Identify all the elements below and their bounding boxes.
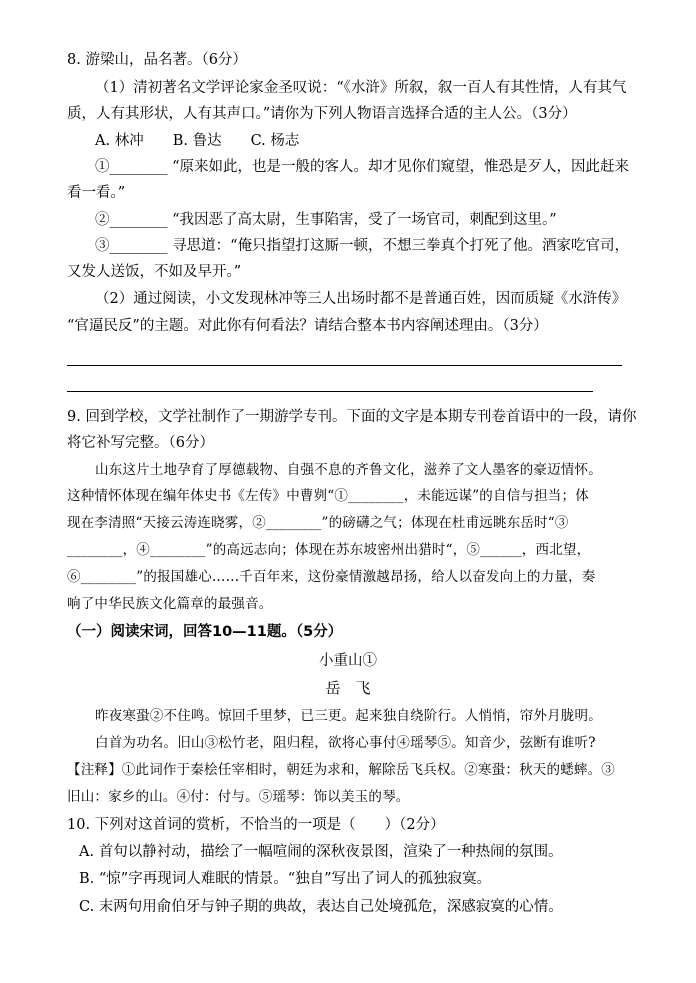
- q9-text-line2: 这种情怀体现在编年体史书《左传》中曹刿“①________，未能远谋”的自信与担当；体: [67, 488, 589, 504]
- q10-option-a: A. 首句以静衬动，描绘了一幅喧闹的深秋夜景图，渲染了一种热闹的氛围。: [79, 844, 563, 860]
- q8-part1-line1: （1）清初著名文学评论家金圣叹说：“《水浒》所叙，叙一百人有其性情，人有其气: [95, 80, 627, 96]
- q8-item1-line2: 看一看。”: [67, 185, 126, 201]
- q10-option-b: B. “惊”字再现词人难眠的情景。“独自”写出了词人的孤独寂寞。: [79, 871, 492, 887]
- q8-part2-line2: “官逼民反”的主题。对此你有何看法？请结合整本书内容阐述理由。（3分）: [67, 318, 548, 334]
- q9-stem-line2: 将它补写完整。（6分）: [67, 435, 214, 451]
- q9-text-line3: 现在李清照“天接云涛连晓雾，②________”的磅礴之气；体现在杜甫远眺东岳时“③: [67, 515, 569, 531]
- q8-options: A. 林冲 B. 鲁达 C. 杨志: [95, 133, 300, 149]
- q9-text-line6: 响了中华民族文化篇章的最强音。: [67, 596, 273, 612]
- q9-text-line1: 山东这片土地孕育了厚德载物、自强不息的齐鲁文化，滋养了文人墨客的豪迈情怀。: [95, 462, 602, 478]
- q8-item1-line1: ①________ “原来如此，也是一般的客人。却才见你们窥望，惟恐是歹人，因此赶来: [95, 159, 630, 175]
- q8-part1-line2: 质，人有其形状，人有其声口。”请你为下列人物语言选择合适的主人公。（3分）: [67, 106, 577, 122]
- answer-line-1[interactable]: [67, 365, 622, 366]
- note-line1: 【注释】①此词作于秦桧任宰相时，朝廷为求和，解除岳飞兵权。②寒蛩：秋天的蟋蟀。③: [67, 762, 615, 778]
- q8-item2: ②________ “我因恶了高太尉，生事陷害，受了一场官司，刺配到这里。”: [95, 212, 557, 228]
- poem-author: 岳 飞: [325, 679, 371, 697]
- note-line2: 旧山：家乡的山。④付：付与。⑤瑶琴：饰以美玉的琴。: [67, 789, 410, 805]
- poem-line1: 昨夜寒蛩②不住鸣。惊回千里梦，已三更。起来独自绕阶行。人悄悄，帘外月胧明。: [95, 708, 602, 724]
- q10-stem: 10. 下列对这首词的赏析，不恰当的一项是（ ）（2分）: [67, 817, 445, 833]
- q8-item3-line1: ③________ 寻思道：“俺只指望打这厮一顿，不想三拳真个打死了他。酒家吃官司，: [95, 238, 630, 254]
- poem-line2: 白首为功名。旧山③松竹老，阻归程，欲将心事付④瑶琴⑤。知音少，弦断有谁听?: [95, 735, 596, 751]
- q8-stem: 8. 游梁山，品名著。（6分）: [67, 52, 247, 68]
- poem-title: 小重山①: [319, 653, 377, 669]
- q9-text-line5: ⑥________”的报国雄心……千百年来，这份豪情激越昂扬，给人以奋发向上的力量，奏: [67, 569, 596, 585]
- q9-stem-line1: 9. 回到学校，文学社制作了一期游学专刊。下面的文字是本期专刊卷首语中的一段，请你: [67, 409, 637, 425]
- q9-text-line4: ________，④________”的高远志向；体现在苏东坡密州出猎时“，⑤______，西北望，: [67, 542, 591, 558]
- answer-line-2[interactable]: [67, 391, 593, 392]
- q8-part2-line1: （2）通过阅读，小文发现林冲等三人出场时都不是普通百姓，因而质疑《水浒传》: [95, 291, 627, 307]
- section-heading: （一）阅读宋词，回答10—11题。（5分）: [67, 624, 343, 640]
- q8-item3-line2: 又发人送饭，不如及早开。”: [67, 264, 242, 280]
- q10-option-c: C. 末两句用俞伯牙与钟子期的典故，表达自己处境孤危，深感寂寞的心情。: [79, 899, 563, 915]
